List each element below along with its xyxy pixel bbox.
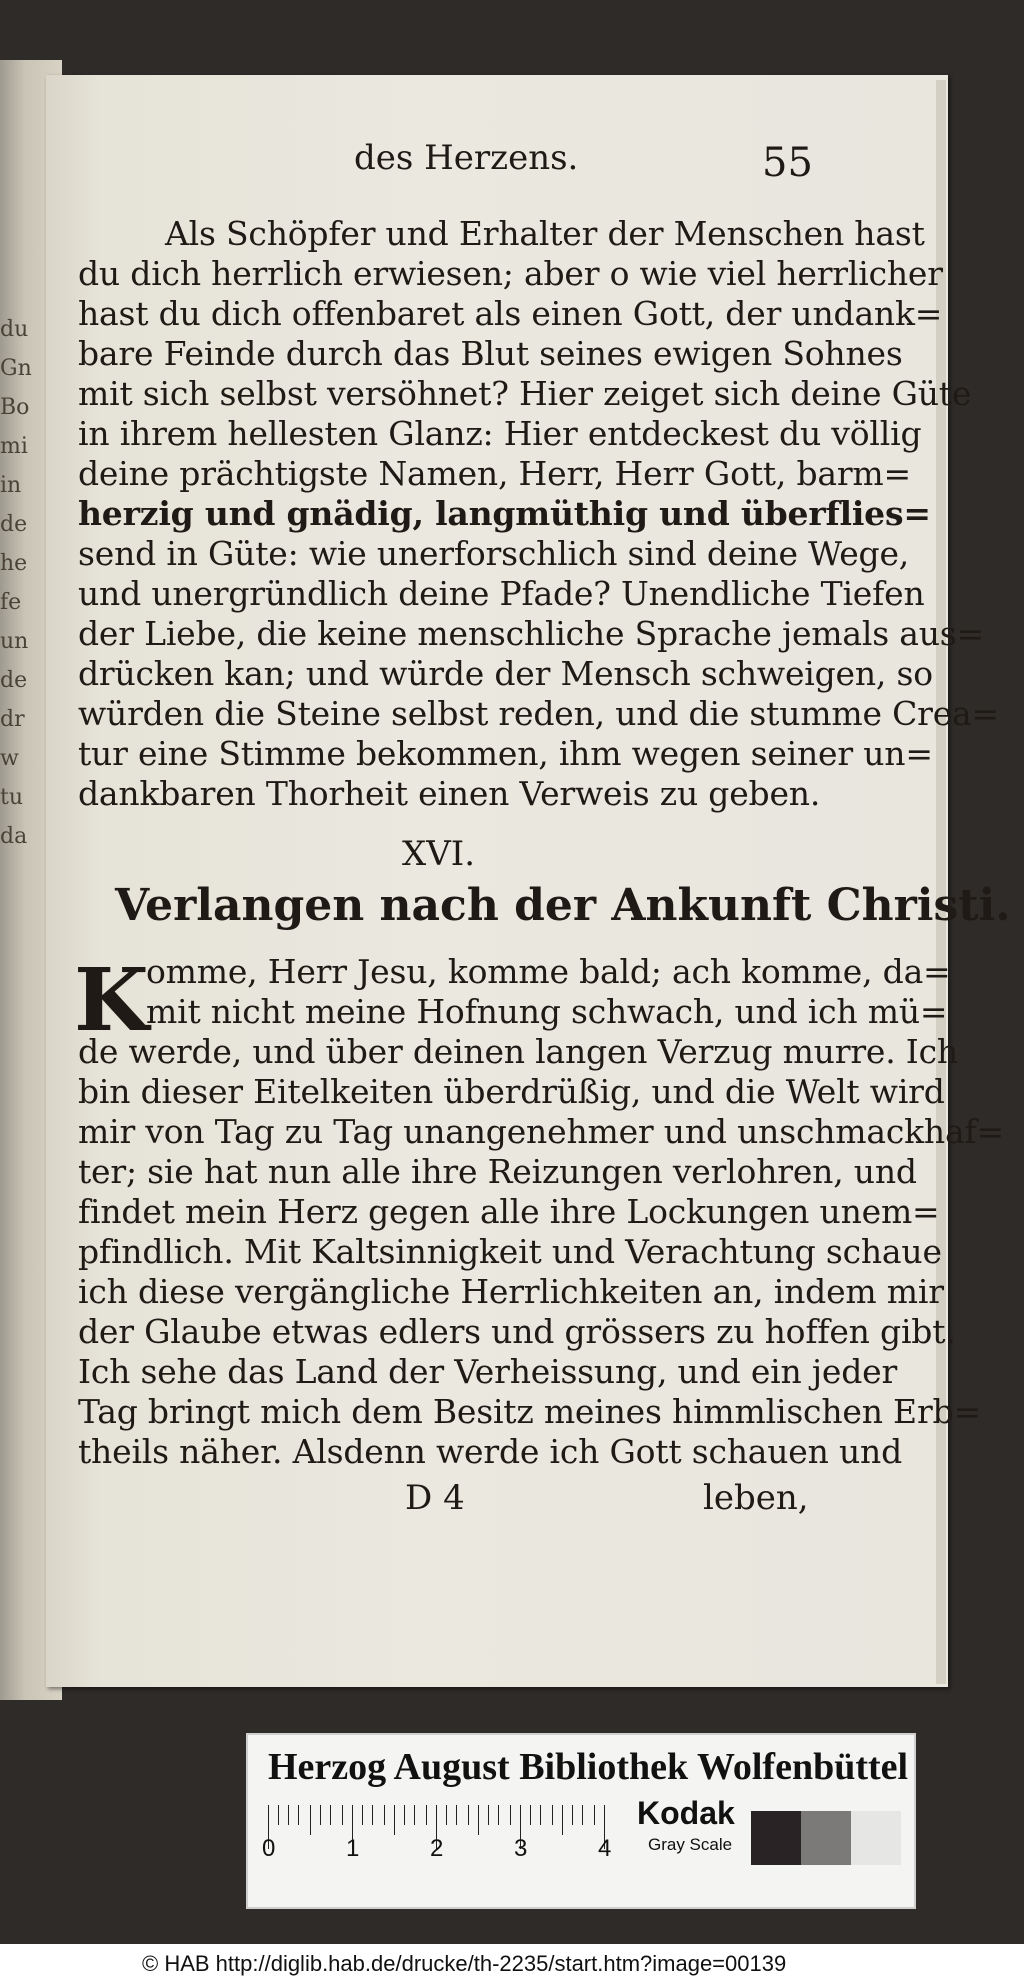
ruler-label: 2 <box>430 1835 444 1862</box>
text-line: würden die Steine selbst reden, und die stumme Crea= <box>78 694 999 733</box>
gray-patch-mid <box>801 1811 851 1865</box>
text-line: in ihrem hellesten Glanz: Hier entdeckest du völlig <box>78 414 922 453</box>
text-line: Tag bringt mich dem Besitz meines himmlischen Erb= <box>78 1392 981 1431</box>
footer-bar <box>0 1944 1024 1984</box>
text-line: mir von Tag zu Tag unangenehmer und unschmackhaf= <box>78 1112 1004 1151</box>
text-line: theils näher. Alsdenn werde ich Gott schauen und <box>78 1432 903 1471</box>
text-line: dankbaren Thorheit einen Verweis zu geben. <box>78 774 821 813</box>
catchword: leben, <box>703 1478 809 1518</box>
text-line: tur eine Stimme bekommen, ihm wegen seiner un= <box>78 734 933 773</box>
ruler-label: 3 <box>514 1835 528 1862</box>
text-line: herzig und gnädig, langmüthig und überflies= <box>78 494 931 533</box>
text-line: Als Schöpfer und Erhalter der Menschen hast <box>165 214 925 253</box>
ruler-label: 1 <box>346 1835 360 1862</box>
running-head: des Herzens. <box>354 138 579 178</box>
text-line: Ich sehe das Land der Verheissung, und ein jeder <box>78 1352 898 1391</box>
text-line: drücken kan; und würde der Mensch schweigen, so <box>78 654 933 693</box>
text-line: pfindlich. Mit Kaltsinnigkeit und Verachtung schaue <box>78 1232 942 1271</box>
kodak-logo: Kodak <box>637 1795 735 1831</box>
gray-patch-dark <box>751 1811 801 1865</box>
text-line: findet mein Herz gegen alle ihre Lockungen unem= <box>78 1192 940 1231</box>
text-line: ter; sie hat nun alle ihre Reizungen verlohren, und <box>78 1152 917 1191</box>
text-line: mit nicht meine Hofnung schwach, und ich mü= <box>146 992 948 1031</box>
signature-mark: D 4 <box>405 1478 465 1518</box>
text-line: de werde, und über deinen langen Verzug murre. Ich <box>78 1032 958 1071</box>
text-line: und unergründlich deine Pfade? Unendliche Tiefen <box>78 574 925 613</box>
text-line: mit sich selbst versöhnet? Hier zeiget sich deine Güte <box>78 374 972 413</box>
text-line: deine prächtigste Namen, Herr, Herr Gott, barm= <box>78 454 911 493</box>
text-line: du dich herrlich erwiesen; aber o wie viel herrlicher <box>78 254 943 293</box>
text-line: send in Güte: wie unerforschlich sind deine Wege, <box>78 534 910 573</box>
text-line: ich diese vergängliche Herrlichkeiten an, indem mir <box>78 1272 944 1311</box>
text-line: bin dieser Eitelkeiten überdrüßig, und die Welt wird <box>78 1072 945 1111</box>
text-line: bare Feinde durch das Blut seines ewigen Sohnes <box>78 334 903 373</box>
text-line: omme, Herr Jesu, komme bald; ach komme, da= <box>146 952 951 991</box>
target-title: Herzog August Bibliothek Wolfenbüttel <box>268 1746 909 1788</box>
footer-copyright: © HAB http://diglib.hab.de/drucke/th-2235/start.htm?image=00139 <box>142 1951 787 1976</box>
text-line: hast du dich offenbaret als einen Gott, der undank= <box>78 294 943 333</box>
ruler-label: 0 <box>262 1835 276 1862</box>
section-title: Verlangen nach der Ankunft Christi. <box>115 880 1011 931</box>
gray-scale-label: Gray Scale <box>648 1835 733 1854</box>
facing-page-text-fragments: du Gn Bo mi in de he fe un de dr w tu da <box>0 317 32 849</box>
text-line: der Liebe, die keine menschliche Sprache jemals aus= <box>78 614 984 653</box>
text-line: der Glaube etwas edlers und grössers zu hoffen gibt. <box>78 1312 956 1351</box>
ruler-label: 4 <box>598 1835 612 1862</box>
page-number: 55 <box>762 140 813 186</box>
section-number: XVI. <box>402 834 475 874</box>
gray-patch-light <box>851 1811 901 1865</box>
drop-capital: K <box>74 950 149 1051</box>
color-target-card <box>246 1733 916 1909</box>
